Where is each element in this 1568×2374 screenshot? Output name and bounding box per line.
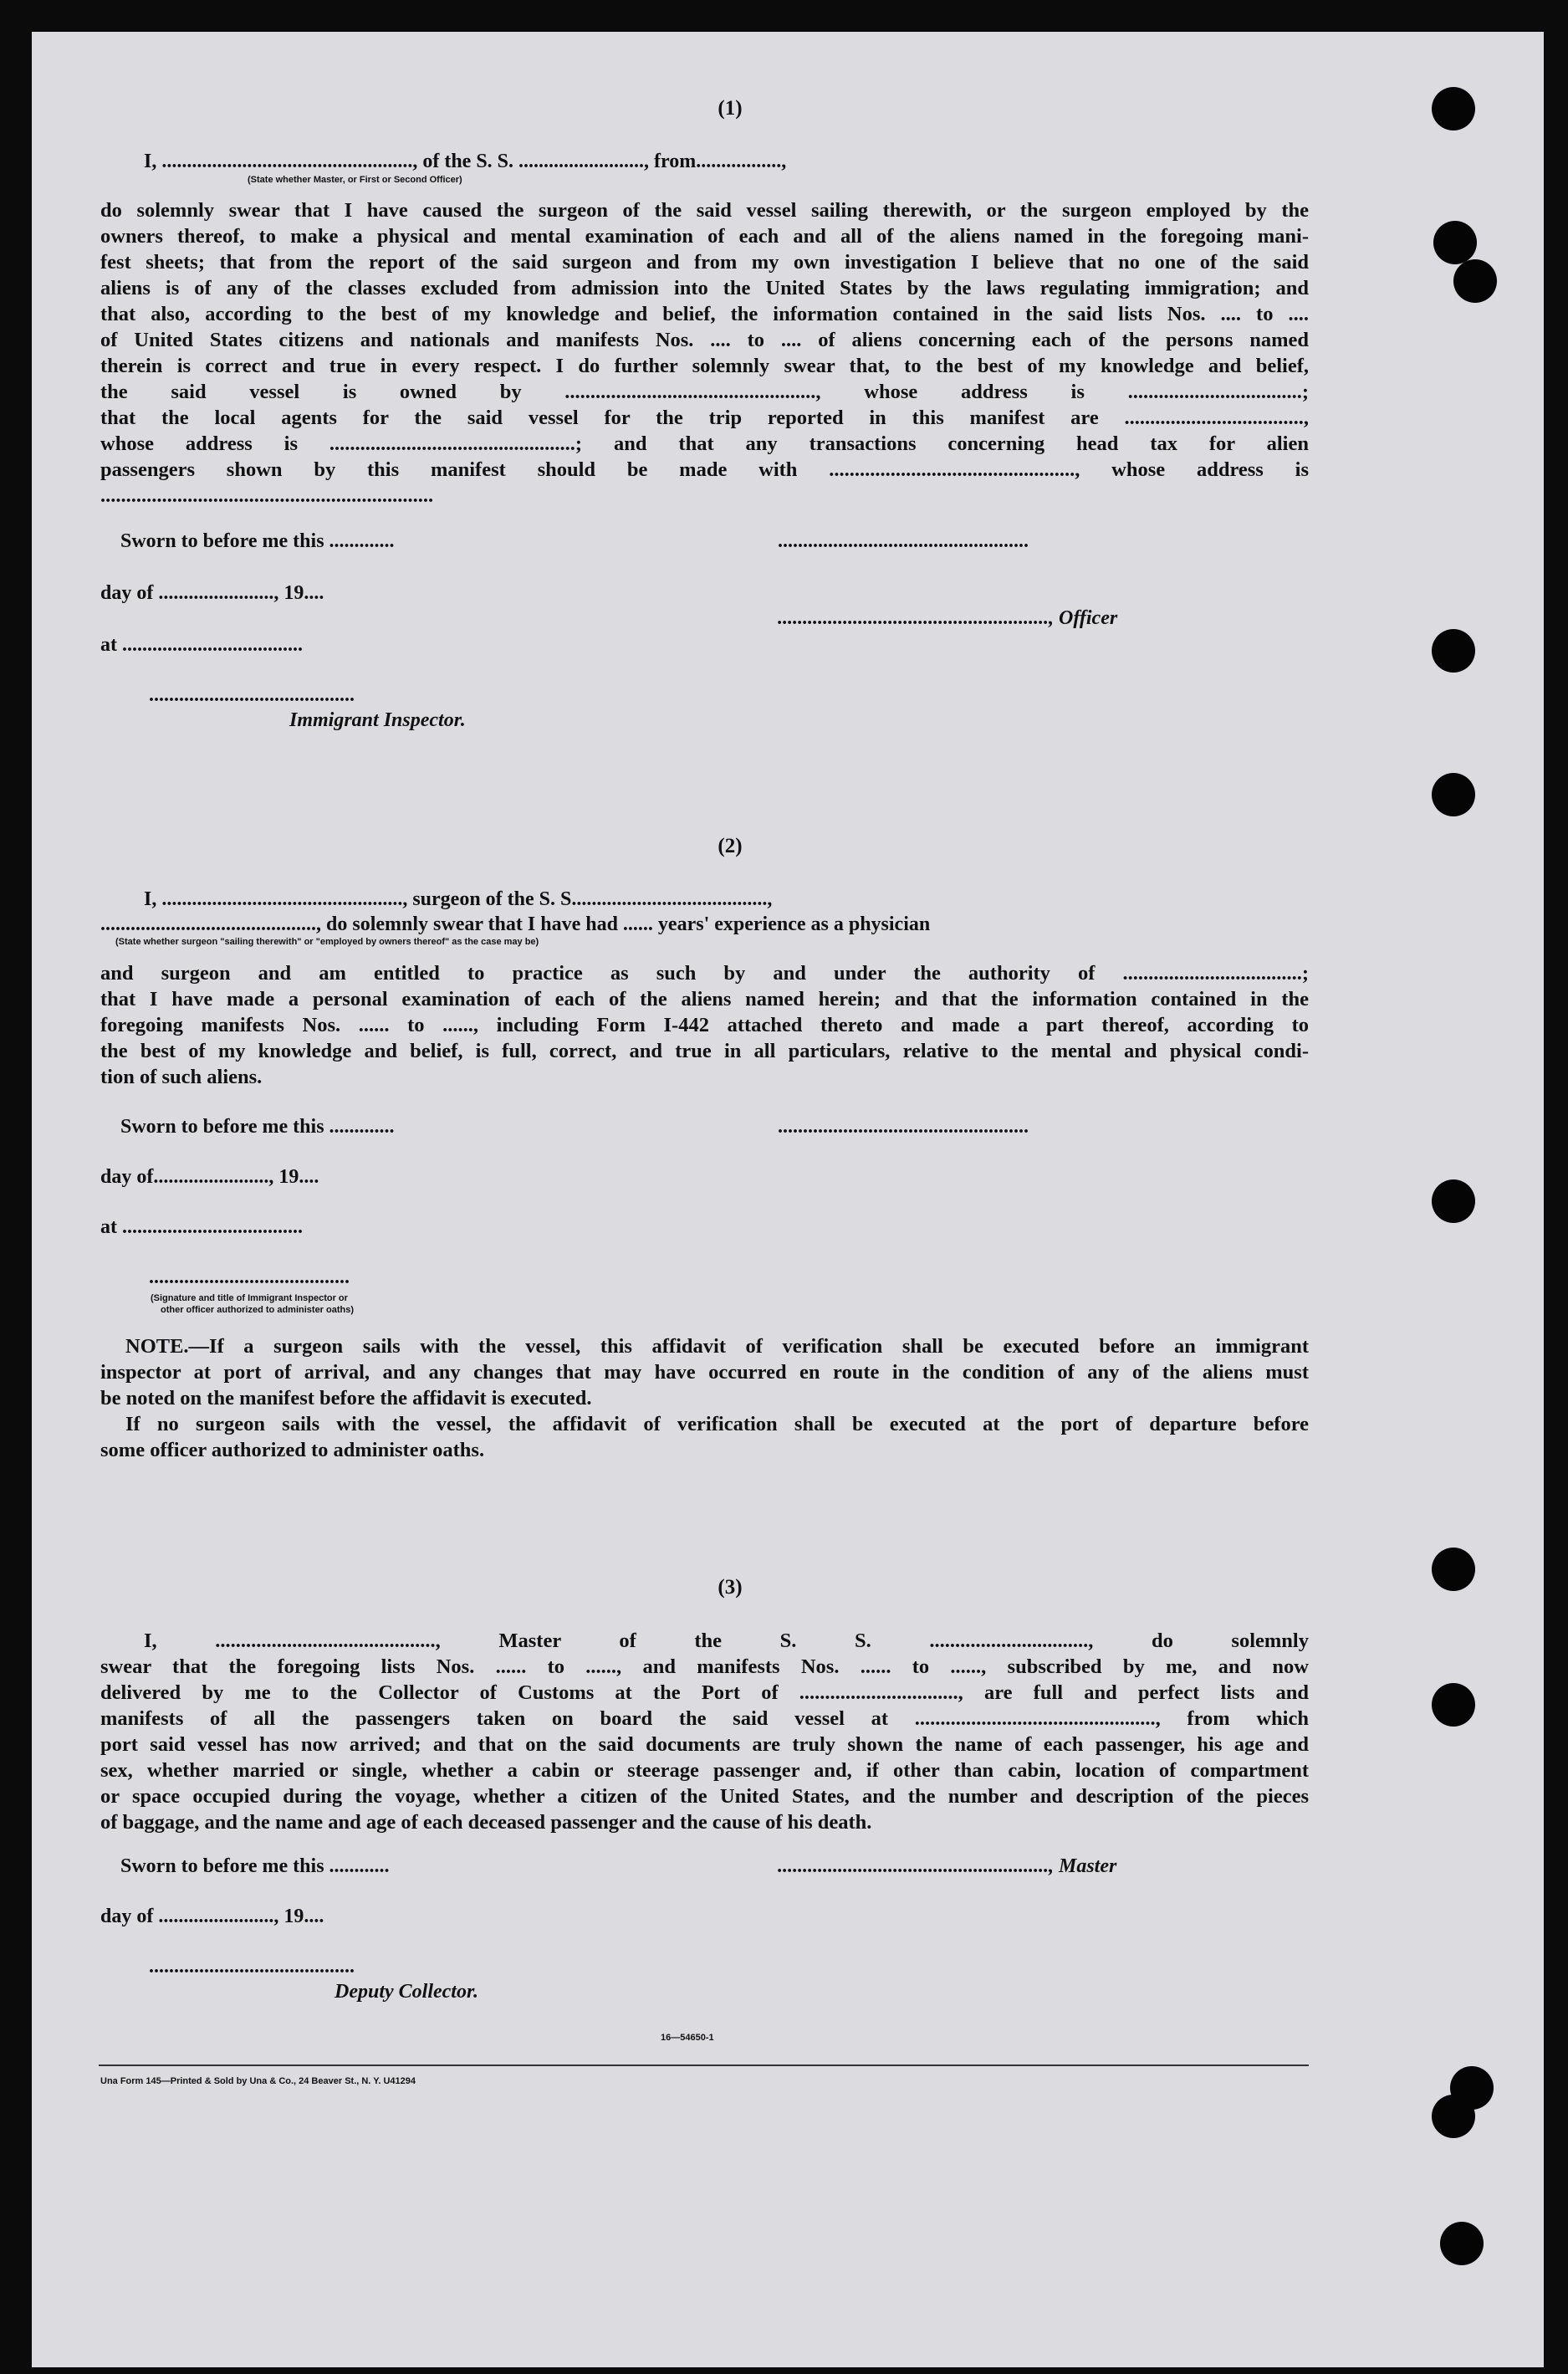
note-line: inspector at port of arrival, and any changes that may have occurred en route in the condition of any of the aliens must [100, 1361, 1309, 1384]
section-1-signature-dots: .................................................. [778, 530, 1029, 552]
section-3-master-line: ......................................................, Master [778, 1855, 1117, 1877]
para-line: owners thereof, to make a physical and mental examination of each and all of the aliens named in the foregoing mani- [100, 225, 1309, 248]
section-2-sworn: Sworn to before me this ............. [120, 1116, 395, 1138]
para-line: ................................................................. [100, 484, 434, 507]
punch-hole [1432, 2095, 1475, 2138]
section-3-sworn: Sworn to before me this ............ [120, 1855, 390, 1877]
punch-hole [1433, 221, 1477, 264]
para-line: do solemnly swear that I have caused the surgeon of the said vessel sailing therewith, or the surgeon employed by the [100, 199, 1309, 222]
para-line: manifests of all the passengers taken on board the said vessel at ..............................................., from which [100, 1707, 1309, 1730]
para-line: or space occupied during the voyage, whether a citizen of the United States, and the number and description of the pieces [100, 1785, 1309, 1808]
section-3-paragraph [100, 1628, 1309, 1835]
section-3-collector-dots: ......................................... [149, 1956, 355, 1977]
section-2-signature-note: other officer authorized to administer oaths) [161, 1305, 355, 1315]
para-line: foregoing manifests Nos. ...... to ......, including Form I-442 attached thereto and made a part thereof, according to [100, 1014, 1309, 1036]
punch-hole [1432, 1179, 1475, 1223]
para-line: of baggage, and the name and age of each deceased passenger and the cause of his death. [100, 1811, 872, 1834]
punch-hole [1432, 773, 1475, 816]
note-line: some officer authorized to administer oaths. [100, 1439, 485, 1461]
para-line: therein is correct and true in every respect. I do further solemnly swear that, to the best of my knowledge and belief, [100, 355, 1309, 377]
section-3-collector-label: Deputy Collector. [335, 1981, 478, 2003]
punch-hole [1440, 2222, 1484, 2265]
para-line: tion of such aliens. [100, 1066, 263, 1088]
section-1-officer-line: ......................................................, Officer [778, 607, 1118, 629]
section-1-oath-line: I, .................................................., of the S. S. ........................., from................., [144, 151, 787, 172]
section-3-day-of: day of ......................., 19.... [100, 1906, 324, 1927]
section-1-day-of: day of ......................., 19.... [100, 582, 324, 604]
section-2-signature-note: (Signature and title of Immigrant Inspector or [151, 1293, 348, 1303]
para-line: the said vessel is owned by ................................................., whose address is ..................................; [100, 381, 1309, 403]
para-line: fest sheets; that from the report of the said surgeon and from my own investigation I believe that no one of the said [100, 251, 1309, 274]
section-2-day-of: day of......................., 19.... [100, 1166, 319, 1188]
para-line: whose address is ................................................; and that any transactions concerning head tax for alien [100, 432, 1309, 455]
section-2-line-note: (State whether surgeon "sailing therewith" or "employed by owners thereof" as the case may be) [115, 937, 539, 947]
punch-hole [1432, 1683, 1475, 1727]
section-2-experience-line: ..........................................., do solemnly swear that I have had ...... years' experience as a physician [100, 913, 931, 935]
para-line: the best of my knowledge and belief, is full, correct, and true in all particulars, relative to the mental and physical condi- [100, 1040, 1309, 1062]
para-line: that also, according to the best of my knowledge and belief, the information contained in the said lists Nos. .... to .... [100, 303, 1309, 325]
para-line: swear that the foregoing lists Nos. ...... to ......, and manifests Nos. ...... to ......, subscribed by me, and now [100, 1655, 1309, 1678]
section-1-number: (1) [718, 97, 743, 120]
section-1-inspector-dots: ......................................... [149, 684, 355, 706]
printer-footer: Una Form 145—Printed & Sold by Una & Co., 24 Beaver St., N. Y. U41294 [100, 2076, 416, 2086]
section-2-note [100, 1333, 1309, 1463]
para-line: sex, whether married or single, whether a cabin or steerage passenger and, if other than cabin, location of compartment [100, 1759, 1309, 1782]
para-line: aliens is of any of the classes excluded from admission into the United States by the laws regulating immigration; and [100, 277, 1309, 299]
punch-hole [1453, 259, 1497, 303]
punch-hole [1432, 629, 1475, 673]
section-2-signature-dots: .................................................. [778, 1116, 1029, 1138]
section-1-paragraph [100, 197, 1309, 509]
para-line: delivered by me to the Collector of Customs at the Port of ..............................., are full and perfect lists and [100, 1681, 1309, 1704]
note-line: NOTE.—If a surgeon sails with the vessel, this affidavit of verification shall be executed before an immigrant [125, 1335, 1309, 1358]
section-2-oath-line: I, ................................................, surgeon of the S. S......................................., [144, 888, 773, 910]
note-line: If no surgeon sails with the vessel, the affidavit of verification shall be executed at the port of departure before [125, 1413, 1309, 1435]
section-1-inspector-label: Immigrant Inspector. [289, 709, 466, 731]
section-2-paragraph [100, 960, 1309, 1090]
section-2-signature-left-dots: ........................................ [149, 1266, 350, 1288]
para-line: that I have made a personal examination of each of the aliens named herein; and that the information contained in the [100, 988, 1309, 1010]
form-number: 16—54650-1 [661, 2033, 714, 2043]
form-page [32, 32, 1544, 2367]
para-line: passengers shown by this manifest should be made with ................................................, whose address is [100, 458, 1309, 481]
para-line: of United States citizens and nationals and manifests Nos. .... to .... of aliens concerning each of the persons named [100, 329, 1309, 351]
para-line: port said vessel has now arrived; and that on the said documents are truly shown the name of each passenger, his age and [100, 1733, 1309, 1756]
footer-rule [99, 2064, 1309, 2066]
note-line: be noted on the manifest before the affidavit is executed. [100, 1387, 592, 1410]
punch-hole [1432, 1548, 1475, 1591]
para-line: I, ..........................................., Master of the S. S. ..............................., do solemnly [144, 1630, 1309, 1652]
para-line: that the local agents for the said vessel for the trip reported in this manifest are ..................................., [100, 407, 1309, 429]
section-1-sworn: Sworn to before me this ............. [120, 530, 395, 552]
punch-hole [1432, 87, 1475, 130]
section-2-number: (2) [718, 835, 743, 857]
para-line: and surgeon and am entitled to practice as such by and under the authority of ...................................; [100, 962, 1309, 985]
section-3-number: (3) [718, 1576, 743, 1599]
section-1-line-note: (State whether Master, or First or Second Officer) [248, 175, 462, 185]
section-2-at: at .................................... [100, 1216, 303, 1238]
section-1-at: at .................................... [100, 634, 303, 656]
